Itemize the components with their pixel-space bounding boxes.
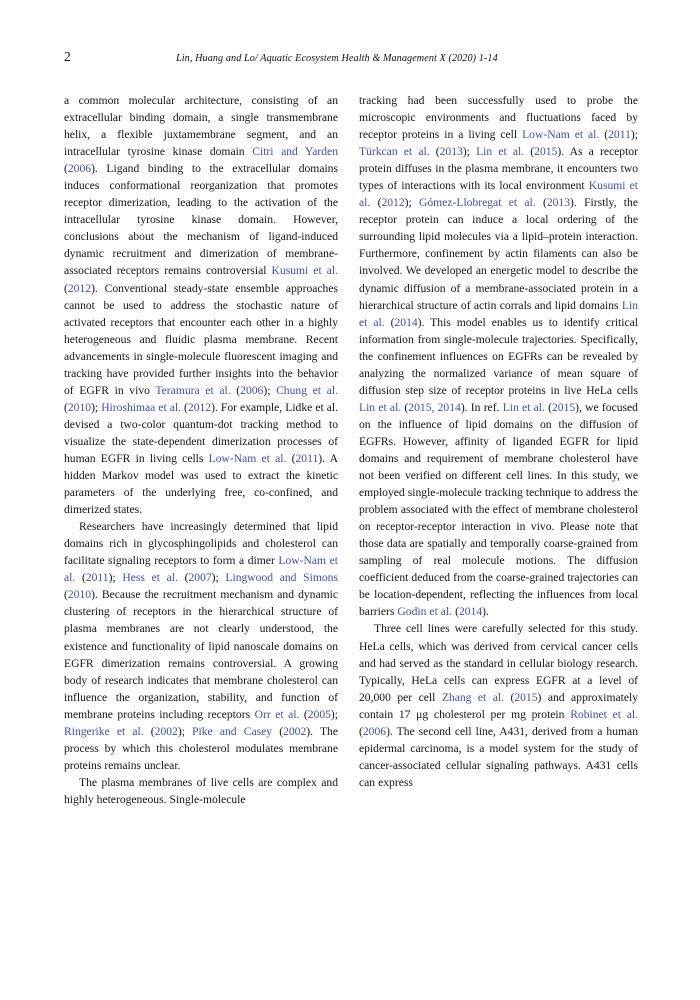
- citation-link[interactable]: 2010: [67, 400, 92, 414]
- citation-link[interactable]: Lin et al.: [476, 145, 525, 159]
- citation-link[interactable]: 2011: [608, 128, 631, 142]
- citation-link[interactable]: 2012: [67, 281, 92, 295]
- body-text: ). For example, Lidke et al. devised a two-color quantum-dot tracking method to visualize the state-dependent dimerization processes of human EGFR in living cells: [64, 400, 338, 465]
- body-text: ). Because the recruitment mechanism and dynamic clustering of receptors in the hierarchical structure of plasma membranes are not clearly understood, the existence and functionality of lipid nanoscale domains on EGFR dimerization remains controversial. A growing body of research indicates that membrane cholesterol can influence the organization, stability, and function of membrane proteins including receptors: [64, 588, 338, 721]
- body-text: (: [75, 571, 86, 585]
- body-text: ). The second cell line, A431, derived from a human epidermal carcinoma, is a model system for the study of cancer-associated cellular signaling pathways. A431 cells can express: [359, 724, 638, 789]
- citation-link[interactable]: Zhang et al.: [441, 690, 504, 704]
- citation-link[interactable]: Low-Nam et al.: [64, 554, 339, 585]
- running-title: Lin, Huang and Lo/ Aquatic Ecosystem Health & Management X (2020) 1-14: [176, 53, 498, 64]
- page-number: 2: [64, 49, 71, 64]
- body-text: (: [272, 724, 284, 738]
- body-text: ). Firstly, the receptor protein can induce a local ordering of the surrounding lipid molecules via a lipid–protein interaction. Furthermore, confinement by actin filaments can also be involved. We developed an energetic model to describe the dynamic diffusion of a membrane-associated protein in a hierarchical structure of actin corrals and lipid domains: [359, 196, 638, 312]
- citation-link[interactable]: Türkcan et al.: [359, 145, 430, 159]
- body-text: ). Conventional steady-state ensemble approaches cannot be used to address the stochastic nature of activated receptors that encounter each other in a highly heterogeneous and fluidic plasma membrane. Recent advancements in single-molecule fluorescent imaging and tracking have provided further insights into the behavior of EGFR in vivo: [64, 281, 338, 397]
- body-text: a common molecular architecture, consisting of an extracellular binding domain, a single transmembrane helix, a flexible juxtamembrane segment, and an intracellular tyrosine kinase domain: [64, 94, 338, 159]
- body-text: ). The process by which this cholesterol modulates membrane proteins remains unclear.: [64, 724, 338, 772]
- citation-link[interactable]: 2012: [381, 196, 405, 210]
- body-text: );: [177, 724, 193, 738]
- body-text: (: [535, 196, 547, 210]
- body-text: (: [384, 315, 395, 329]
- body-text: Three cell lines were carefully selected for this study. HeLa cells, which was derived from cervical cancer cells and had served as the standard in cellular biology research. Typically, HeLa cells can express EGFR at a level of 20,000 per cell: [359, 622, 638, 704]
- paragraph: [64, 92, 338, 518]
- body-text: ). Ligand binding to the extracellular domains induces conformational reorganization that promotes receptor dimerization, leading to the activation of the intracellular tyrosine kinase domain. However, conclusions about the mechanism of ligand-induced dynamic recruitment and dimerization of membrane-associated receptors remains controversial: [64, 162, 338, 278]
- body-text: ). As a receptor protein diffuses in the plasma membrane, it encounters two types of interactions with its local environment: [359, 145, 638, 193]
- body-text: );: [630, 128, 638, 142]
- citation-link[interactable]: 2002: [154, 724, 178, 738]
- citation-link[interactable]: Low-Nam et al.: [208, 451, 287, 465]
- body-text: (: [401, 400, 409, 414]
- body-text: (: [599, 128, 609, 142]
- citation-link[interactable]: Lin et al.: [359, 400, 402, 414]
- body-text: ). A hidden Markov model was used to extract the kinetic parameters of the underlying free, co-confined, and dimerized states.: [64, 451, 338, 517]
- paragraph: [64, 518, 338, 774]
- body-text: (: [359, 724, 363, 738]
- citation-link[interactable]: 2010: [67, 588, 92, 602]
- citation-link[interactable]: Godin et al.: [397, 605, 453, 619]
- citation-link[interactable]: Gómez-Llobregat et al.: [419, 196, 536, 210]
- body-text: (: [177, 571, 189, 585]
- citation-link[interactable]: Hess et al.: [122, 571, 178, 585]
- body-text: (: [143, 724, 155, 738]
- body-text: (: [544, 400, 552, 414]
- body-text: ).: [482, 605, 489, 619]
- citation-link[interactable]: 2011: [85, 571, 109, 585]
- body-text: (: [429, 145, 440, 159]
- citation-link[interactable]: Teramura et al.: [155, 383, 231, 397]
- citation-link[interactable]: Chung et al.: [276, 383, 338, 397]
- citation-link[interactable]: 2006: [362, 724, 387, 738]
- left-column: [64, 92, 338, 922]
- body-text: ). In ref.: [460, 400, 503, 414]
- citation-link[interactable]: 2006: [240, 383, 264, 397]
- citation-link[interactable]: Orr et al.: [254, 707, 300, 721]
- body-text: );: [263, 383, 277, 397]
- body-text: (: [286, 451, 296, 465]
- citation-link[interactable]: 2015, 2014: [408, 400, 461, 414]
- citation-link[interactable]: 2002: [283, 724, 307, 738]
- body-text: (: [64, 281, 68, 295]
- body-text: (: [504, 690, 515, 704]
- citation-link[interactable]: 2015: [551, 400, 576, 414]
- citation-link[interactable]: 2006: [67, 162, 92, 176]
- citation-link[interactable]: 2005: [307, 707, 331, 721]
- body-text: (: [299, 707, 308, 721]
- citation-link[interactable]: 2013: [439, 145, 463, 159]
- body-text: (: [64, 162, 68, 176]
- body-text: (: [230, 383, 241, 397]
- body-text: (: [370, 196, 382, 210]
- citation-link[interactable]: 2011: [295, 451, 319, 465]
- body-text: The plasma membranes of live cells are complex and highly heterogeneous. Single-molecule: [64, 775, 338, 806]
- citation-link[interactable]: 2014: [394, 315, 418, 329]
- body-text: (: [181, 400, 188, 414]
- citation-link[interactable]: Lin et al.: [502, 400, 545, 414]
- citation-link[interactable]: Low-Nam et al.: [522, 128, 600, 142]
- citation-link[interactable]: Kusumi et al.: [271, 264, 338, 278]
- running-head: [64, 50, 638, 72]
- paragraph: [359, 92, 638, 620]
- citation-link[interactable]: 2014: [458, 605, 483, 619]
- right-column: [359, 92, 638, 922]
- citation-link[interactable]: Kusumi et al.: [359, 179, 638, 210]
- body-text: tracking had been successfully used to probe the microscopic environments and fluctuations faced by receptor proteins in a living cell: [359, 94, 638, 142]
- body-text: ), we focused on the influence of lipid domains on the diffusion of EGFRs. However, affinity of liganded EGFR for lipid domains and requirement of membrane cholesterol have not been verified on different cell lines. In this study, we employed single-molecule tracking technique to address the problem associated with the effect of membrane cholesterol on receptor-receptor interaction in vivo. Please note that those data are spatially and temporally coarse-grained from sampling of real molecule motions. The diffusion coefficient deduced from the coarse-grained trajectories can be location-dependent, reflecting the influences from local barriers: [359, 400, 638, 619]
- citation-link[interactable]: Ringerike et al.: [64, 724, 144, 738]
- body-text: );: [330, 707, 338, 721]
- citation-link[interactable]: 2013: [546, 196, 571, 210]
- citation-link[interactable]: 2015: [534, 145, 558, 159]
- citation-link[interactable]: 2012: [187, 400, 212, 414]
- citation-link[interactable]: Citri and Yarden: [252, 145, 338, 159]
- body-text: ). This model enables us to identify critical information from single-molecule trajectories. Specifically, the confinement influences on EGFRs can be revealed by analyzing the normalized variance of mean square of diffusion step size of receptor proteins in live HeLa cells: [359, 315, 638, 397]
- paragraph: [359, 620, 638, 790]
- body-columns: [64, 92, 638, 922]
- body-text: Researchers have increasingly determined that lipid domains rich in glycosphingolipids and cholesterol can facilitate signaling receptors to form a dimer: [64, 520, 338, 568]
- body-text: (: [64, 400, 68, 414]
- citation-link[interactable]: Hiroshimaa et al.: [101, 400, 181, 414]
- paragraph: [64, 774, 338, 808]
- citation-link[interactable]: Robinet et al.: [570, 707, 638, 721]
- body-text: );: [91, 400, 102, 414]
- citation-link[interactable]: Lin et al.: [359, 298, 638, 329]
- body-text: );: [404, 196, 420, 210]
- citation-link[interactable]: 2015: [514, 690, 538, 704]
- body-text: );: [108, 571, 123, 585]
- citation-link[interactable]: Pike and Casey: [192, 724, 273, 738]
- body-text: (: [452, 605, 459, 619]
- citation-link[interactable]: Lingwood and Simons: [225, 571, 338, 585]
- citation-link[interactable]: 2007: [188, 571, 212, 585]
- body-text: );: [211, 571, 226, 585]
- body-text: (: [64, 588, 68, 602]
- body-text: ) and approximately contain 17 μg cholesterol per mg protein: [359, 690, 639, 721]
- body-text: );: [462, 145, 477, 159]
- body-text: (: [524, 145, 535, 159]
